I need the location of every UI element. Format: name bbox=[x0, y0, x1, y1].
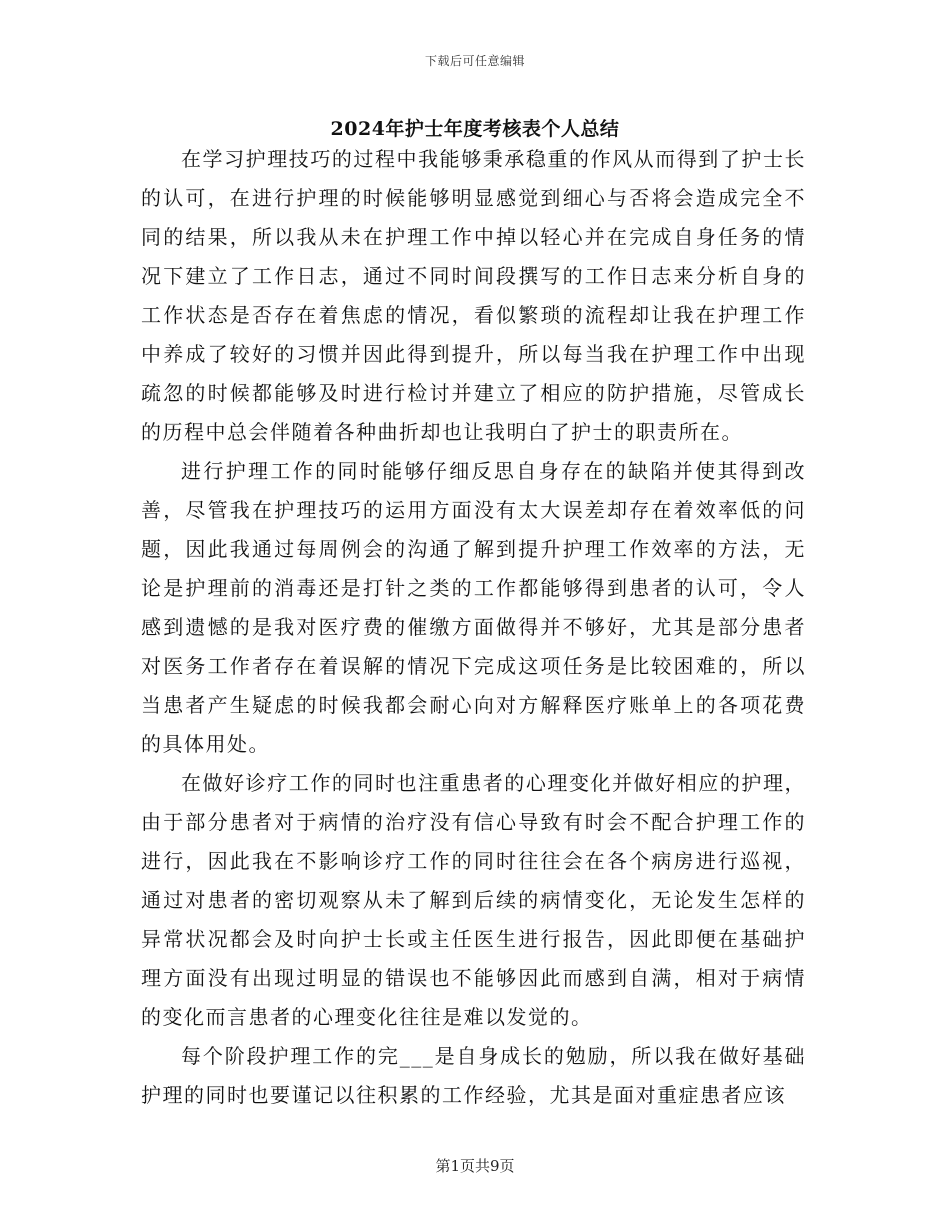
paragraph: 在学习护理技巧的过程中我能够秉承稳重的作风从而得到了护士长的认可，在进行护理的时候能够明显感觉到细心与否将会造成完全不同的结果，所以我从未在护理工作中掉以轻心并在完成自身任务的情况下建立了工作日志，通过不同时间段撰写的工作日志来分析自身的工作状态是否存在着焦虑的情况，看似繁琐的流程却让我在护理工作中养成了较好的习惯并因此得到提升，所以每当我在护理工作中出现疏忽的时候都能够及时进行检讨并建立了相应的防护措施，尽管成长的历程中总会伴随着各种曲折却也让我明白了护士的职责所在。 bbox=[141, 147, 806, 444]
page-number: 第1页共9页 bbox=[435, 1157, 515, 1175]
document-body bbox=[141, 140, 806, 1115]
page-header-note: 下载后可任意编辑 bbox=[424, 54, 525, 68]
document-title: 2024年护士年度考核表个人总结 bbox=[330, 118, 620, 140]
paragraph: 进行护理工作的同时能够仔细反思自身存在的缺陷并使其得到改善，尽管我在护理技巧的运用方面没有太大误差却存在着效率低的问题，因此我通过每周例会的沟通了解到提升护理工作效率的方法，无论是护理前的消毒还是打针之类的工作都能够得到患者的认可，令人感到遗憾的是我对医疗费的催缴方面做得并不够好，尤其是部分患者对医务工作者存在着误解的情况下完成这项任务是比较困难的，所以当患者产生疑虑的时候我都会耐心向对方解释医疗账单上的各项花费的具体用处。 bbox=[141, 459, 806, 756]
paragraph: 每个阶段护理工作的完___是自身成长的勉励，所以我在做好基础护理的同时也要谨记以往积累的工作经验，尤其是面对重症患者应该 bbox=[141, 1044, 806, 1107]
paragraph: 在做好诊疗工作的同时也注重患者的心理变化并做好相应的护理，由于部分患者对于病情的治疗没有信心导致有时会不配合护理工作的进行，因此我在不影响诊疗工作的同时往往会在各个病房进行巡视，通过对患者的密切观察从未了解到后续的病情变化，无论发生怎样的异常状况都会及时向护士长或主任医生进行报告，因此即便在基础护理方面没有出现过明显的错误也不能够因此而感到自满，相对于病情的变化而言患者的心理变化往往是难以发觉的。 bbox=[141, 771, 806, 1029]
